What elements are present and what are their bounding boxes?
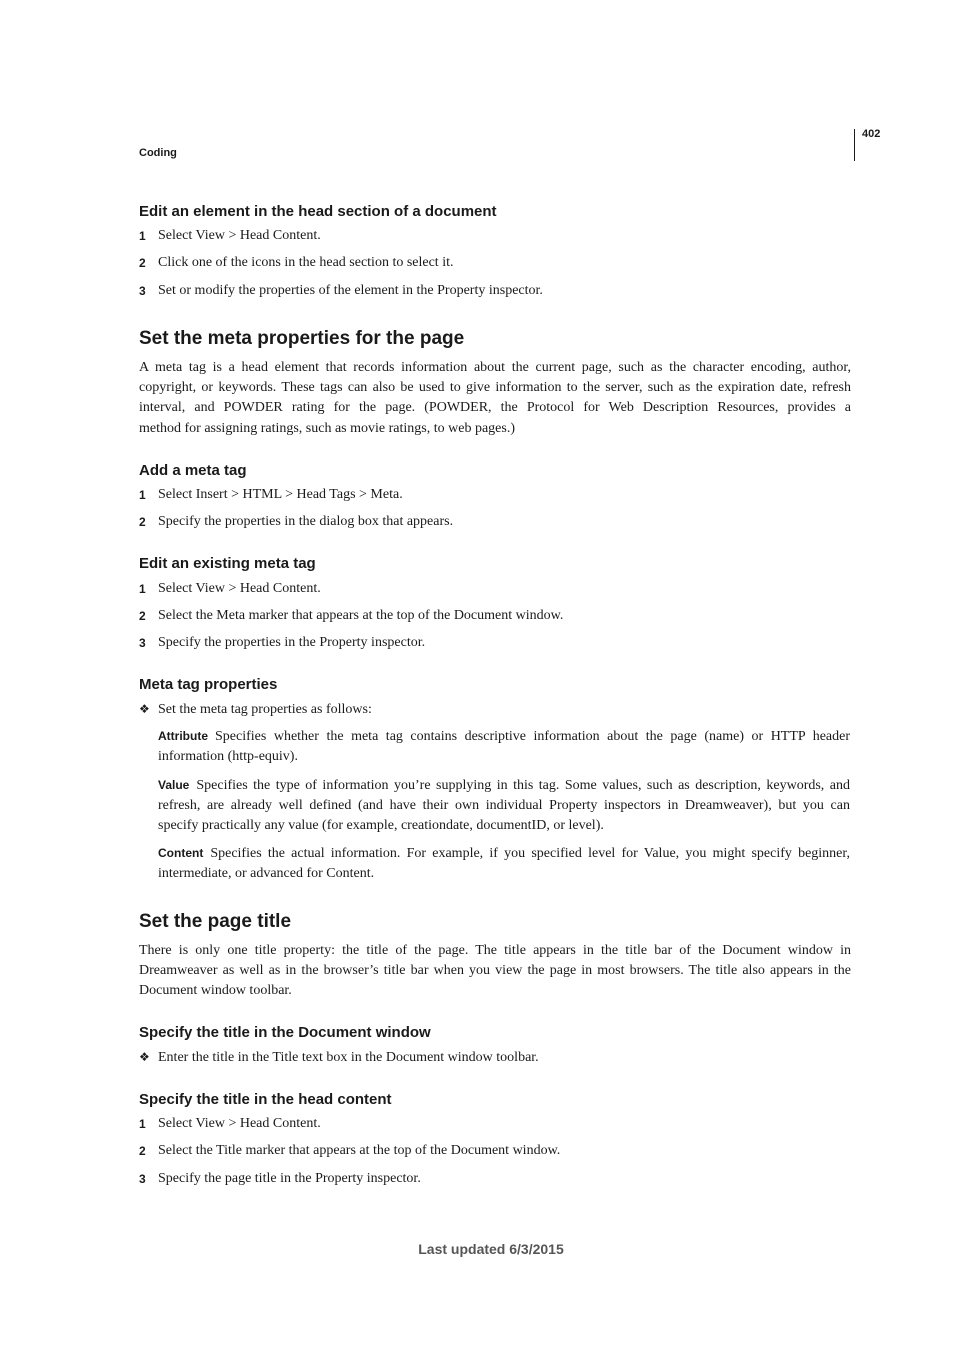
header-rule <box>854 129 855 161</box>
definition-text: Specifies the type of information you’re supplying in this tag. Some values, such as description, keywords, and <box>196 778 850 793</box>
paragraph-line: interval, and POWDER rating for the page. (POWDER, the Protocol for Web Description Resources, provides a <box>139 400 851 416</box>
step-text: Specify the properties in the Property inspector. <box>158 635 426 650</box>
step-text: Select View > Head Content. <box>158 228 321 243</box>
running-head: Coding <box>139 147 177 159</box>
step-number: 1 <box>139 488 146 502</box>
meta-intro-paragraph <box>139 358 851 439</box>
definition-line <box>158 775 850 796</box>
step-number: 2 <box>139 609 146 623</box>
step-text: Click one of the icons in the head section to select it. <box>158 255 454 270</box>
definition-content <box>158 843 850 884</box>
definition-attribute <box>158 726 850 767</box>
paragraph-line: Document window toolbar. <box>139 983 292 999</box>
paragraph-line: A meta tag is a head element that records information about the current page, such as the character encoding, author, <box>139 360 851 375</box>
step-number: 3 <box>139 636 146 650</box>
heading-title-head-content: Specify the title in the head content <box>139 1091 392 1108</box>
definition-line <box>158 726 850 747</box>
definition-line: intermediate, or advanced for Content. <box>158 866 375 881</box>
step-text: Select Insert > HTML > Head Tags > Meta. <box>158 487 403 502</box>
heading-title-document-window: Specify the title in the Document window <box>139 1024 431 1041</box>
definition-line: refresh, are already well defined (and have their own individual Property inspectors in Dreamweaver), but you can <box>158 798 850 813</box>
heading-edit-meta-tag: Edit an existing meta tag <box>139 555 316 572</box>
step-text: Specify the page title in the Property inspector. <box>158 1171 421 1186</box>
step-number: 2 <box>139 515 146 529</box>
heading-edit-head-element: Edit an element in the head section of a document <box>139 203 497 220</box>
bullet-diamond-icon: ❖ <box>139 1050 150 1064</box>
heading-add-meta-tag: Add a meta tag <box>139 462 247 479</box>
bullet-text: Set the meta tag properties as follows: <box>158 702 372 717</box>
step-number: 2 <box>139 1144 146 1158</box>
definition-term: Content <box>158 846 204 860</box>
bullet-diamond-icon: ❖ <box>139 702 150 716</box>
definition-line: specify practically any value (for example, creationdate, documentID, or level). <box>158 818 604 833</box>
step-number: 3 <box>139 284 146 298</box>
definition-text: Specifies whether the meta tag contains descriptive information about the page (name) or HTTP header <box>215 729 850 744</box>
bullet-text: Enter the title in the Title text box in the Document window toolbar. <box>158 1050 539 1065</box>
definition-line: information (http-equiv). <box>158 749 298 764</box>
step-text: Specify the properties in the dialog box that appears. <box>158 514 454 529</box>
step-number: 2 <box>139 256 146 270</box>
step-text: Select the Title marker that appears at the top of the Document window. <box>158 1143 561 1158</box>
step-number: 3 <box>139 1172 146 1186</box>
title-intro-paragraph <box>139 941 851 1002</box>
paragraph-line: Dreamweaver as well as in the browser’s title bar when you view the page in most browsers. The title also appears in the <box>139 963 851 979</box>
step-number: 1 <box>139 582 146 596</box>
step-text: Set or modify the properties of the element in the Property inspector. <box>158 283 543 298</box>
definition-term: Attribute <box>158 729 208 743</box>
definition-line <box>158 843 850 864</box>
heading-meta-properties: Set the meta properties for the page <box>139 328 465 349</box>
step-text: Select View > Head Content. <box>158 1116 321 1131</box>
definition-text: Specifies the actual information. For example, if you specified level for Value, you might specify beginner, <box>210 846 850 861</box>
paragraph-line: method for assigning ratings, such as movie ratings, to web pages.) <box>139 420 515 436</box>
step-text: Select the Meta marker that appears at the top of the Document window. <box>158 608 564 623</box>
heading-set-page-title: Set the page title <box>139 911 292 932</box>
paragraph-line: There is only one title property: the title of the page. The title appears in the title bar of the Document window in <box>139 943 851 958</box>
definition-value <box>158 775 850 836</box>
footer-last-updated: Last updated 6/3/2015 <box>418 1241 564 1257</box>
step-number: 1 <box>139 229 146 243</box>
definition-term: Value <box>158 778 190 792</box>
step-number: 1 <box>139 1117 146 1131</box>
page-number: 402 <box>862 128 881 140</box>
step-text: Select View > Head Content. <box>158 581 321 596</box>
heading-meta-tag-properties: Meta tag properties <box>139 676 278 693</box>
paragraph-line: copyright, or keywords. These tags can also be used to give information to the server, such as the expiration date, refresh <box>139 380 851 396</box>
